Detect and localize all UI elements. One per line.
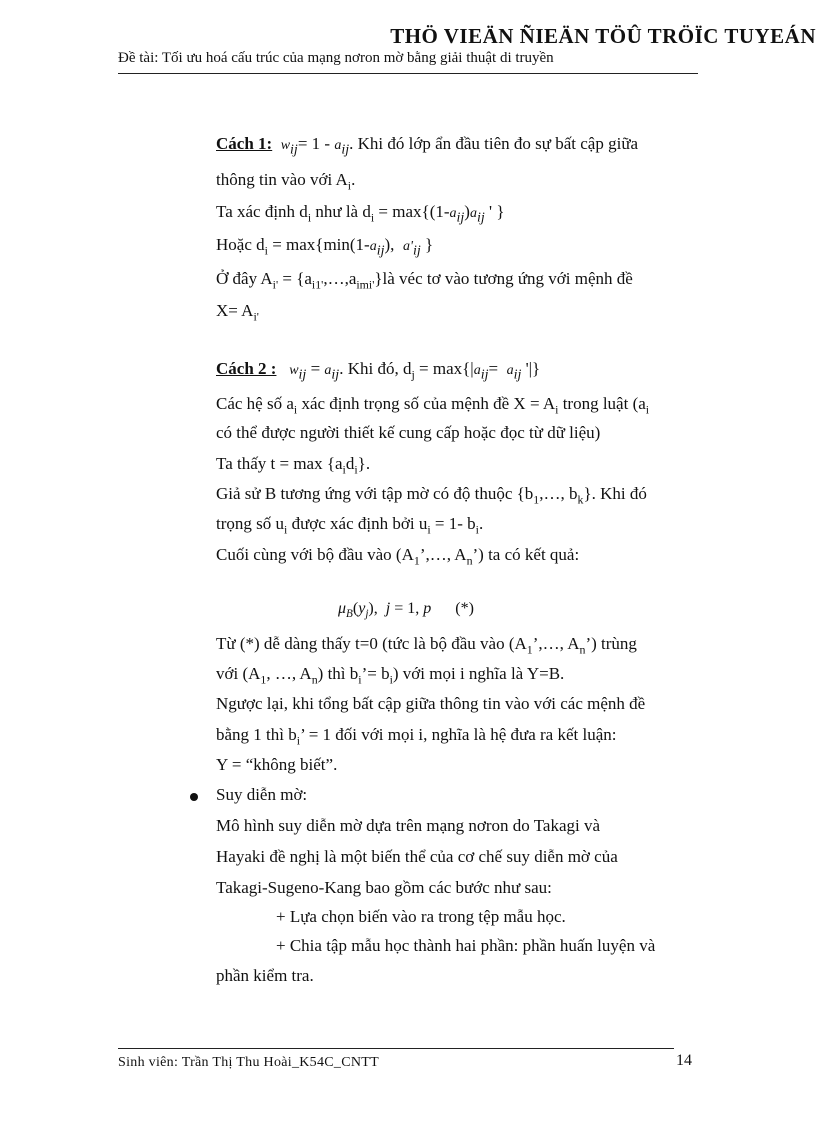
cach1-label: Cách 1: — [216, 134, 273, 153]
cach1-line5: Ở đây $A_{i'}$ = $\{a_{i1'},\dots,a_{imi'}\}là$ véc tơ vào tương ứng với mệnh đề — [216, 269, 633, 292]
header-rule — [118, 73, 698, 74]
page-number: 14 — [676, 1052, 692, 1069]
bullet-line2: Hayaki đề nghị là một biến thể của cơ chế suy diễn mờ của — [216, 847, 618, 866]
cach2-line3: có thể được người thiết kế cung cấp hoặc đọc từ dữ liệu) — [216, 423, 601, 442]
bullet-step2: + Chia tập mẫu học thành hai phần: phần huấn luyện và — [276, 936, 656, 955]
cach2-line5: Giả sử B tương ứng với tập mờ có độ thuộc {$b_1,\dots$, $b_k$}. Khi đó — [216, 484, 647, 507]
bullet-line1: Mô hình suy diễn mờ dựa trên mạng nơron do Takagi và — [216, 816, 601, 835]
bullet-step2-cont: phần kiểm tra. — [216, 966, 314, 985]
footer-author: Sinh viên: Trần Thị Thu Hoài_K54C_CNTT — [118, 1055, 379, 1070]
cach1-line2: thông tin vào với $A_i$. — [216, 170, 356, 193]
cach1-line4: Hoặc $d_i = \max\{\min(1-a_{ij})$, $a'_{ij}$ } — [216, 235, 434, 259]
cach1-line3: Ta xác định $d_i$ như là $d_i = \max\{(1-a_{ij})a_{ij}$ ' } — [216, 202, 505, 226]
para-line4: bằng 1 thì $b_i$’ = 1 đối với mọi i, nghĩa là hệ đưa ra kết luận: — [216, 725, 617, 748]
bullet-line3: Takagi-Sugeno-Kang bao gồm các bước như sau: — [216, 878, 552, 897]
cach1-line6: $X= A_{i'}$ — [216, 301, 259, 324]
cach2-line2: Các hệ số $a_i$ xác định trọng số của mệnh đề $X = A_i$ trong luật ($a_i$ — [216, 394, 650, 417]
para-line5: Y = “không biết”. — [216, 755, 338, 774]
cach2-label: Cách 2 : — [216, 359, 277, 378]
bullet-step1: + Lựa chọn biến vào ra trong tệp mẫu học. — [276, 907, 566, 926]
watermark-banner: THÖ VIEÄN ÑIEÄN TÖÛ TRÖÏC TUYEÁN — [390, 24, 816, 48]
formula-mark: (*) — [455, 600, 474, 617]
cach2-line1: Cách 2 : $w_{ij} = a_{ij}$. Khi đó, $d_j = \max\{|a_{ij}= a_{ij}$ '|} — [216, 359, 541, 383]
cach1-line1: Cách 1: $w_{ij}= 1 - a_{ij}$. Khi đó lớp ẩn đầu tiên đo sự bất cập giữa — [216, 134, 639, 158]
footer-rule — [118, 1048, 674, 1049]
para-line2: với ($A_1$, …, $A_n$) thì $b_i’= b_i$) với mọi i nghĩa là Y=B. — [216, 664, 565, 687]
bullet-dot — [190, 793, 198, 801]
bullet-title: Suy diễn mờ: — [216, 785, 308, 804]
formula: $\mu_B(y_j)$, j = 1, p (*) — [338, 600, 474, 621]
header-title: Đề tài: Tối ưu hoá cấu trúc của mạng nơron mờ bằng giải thuật di truyền — [118, 50, 554, 66]
cach2-line6: trọng số $u_i$ được xác định bởi $u_i = 1-$ $b_i$. — [216, 514, 484, 537]
cach2-line7: Cuối cùng với bộ đầu vào ($A_1’,\dots$, $A_n$’) ta có kết quả: — [216, 545, 580, 568]
para-line3: Ngược lại, khi tổng bất cập giữa thông tin vào với các mệnh đề — [216, 694, 646, 713]
cach2-line4: Ta thấy $t = \max \{a_id_i\}$. — [216, 454, 371, 477]
para-line1: Từ (*) dễ dàng thấy t=0 (tức là bộ đầu vào ($A_1’,\dots$, $A_n$’) trùng — [216, 634, 637, 657]
